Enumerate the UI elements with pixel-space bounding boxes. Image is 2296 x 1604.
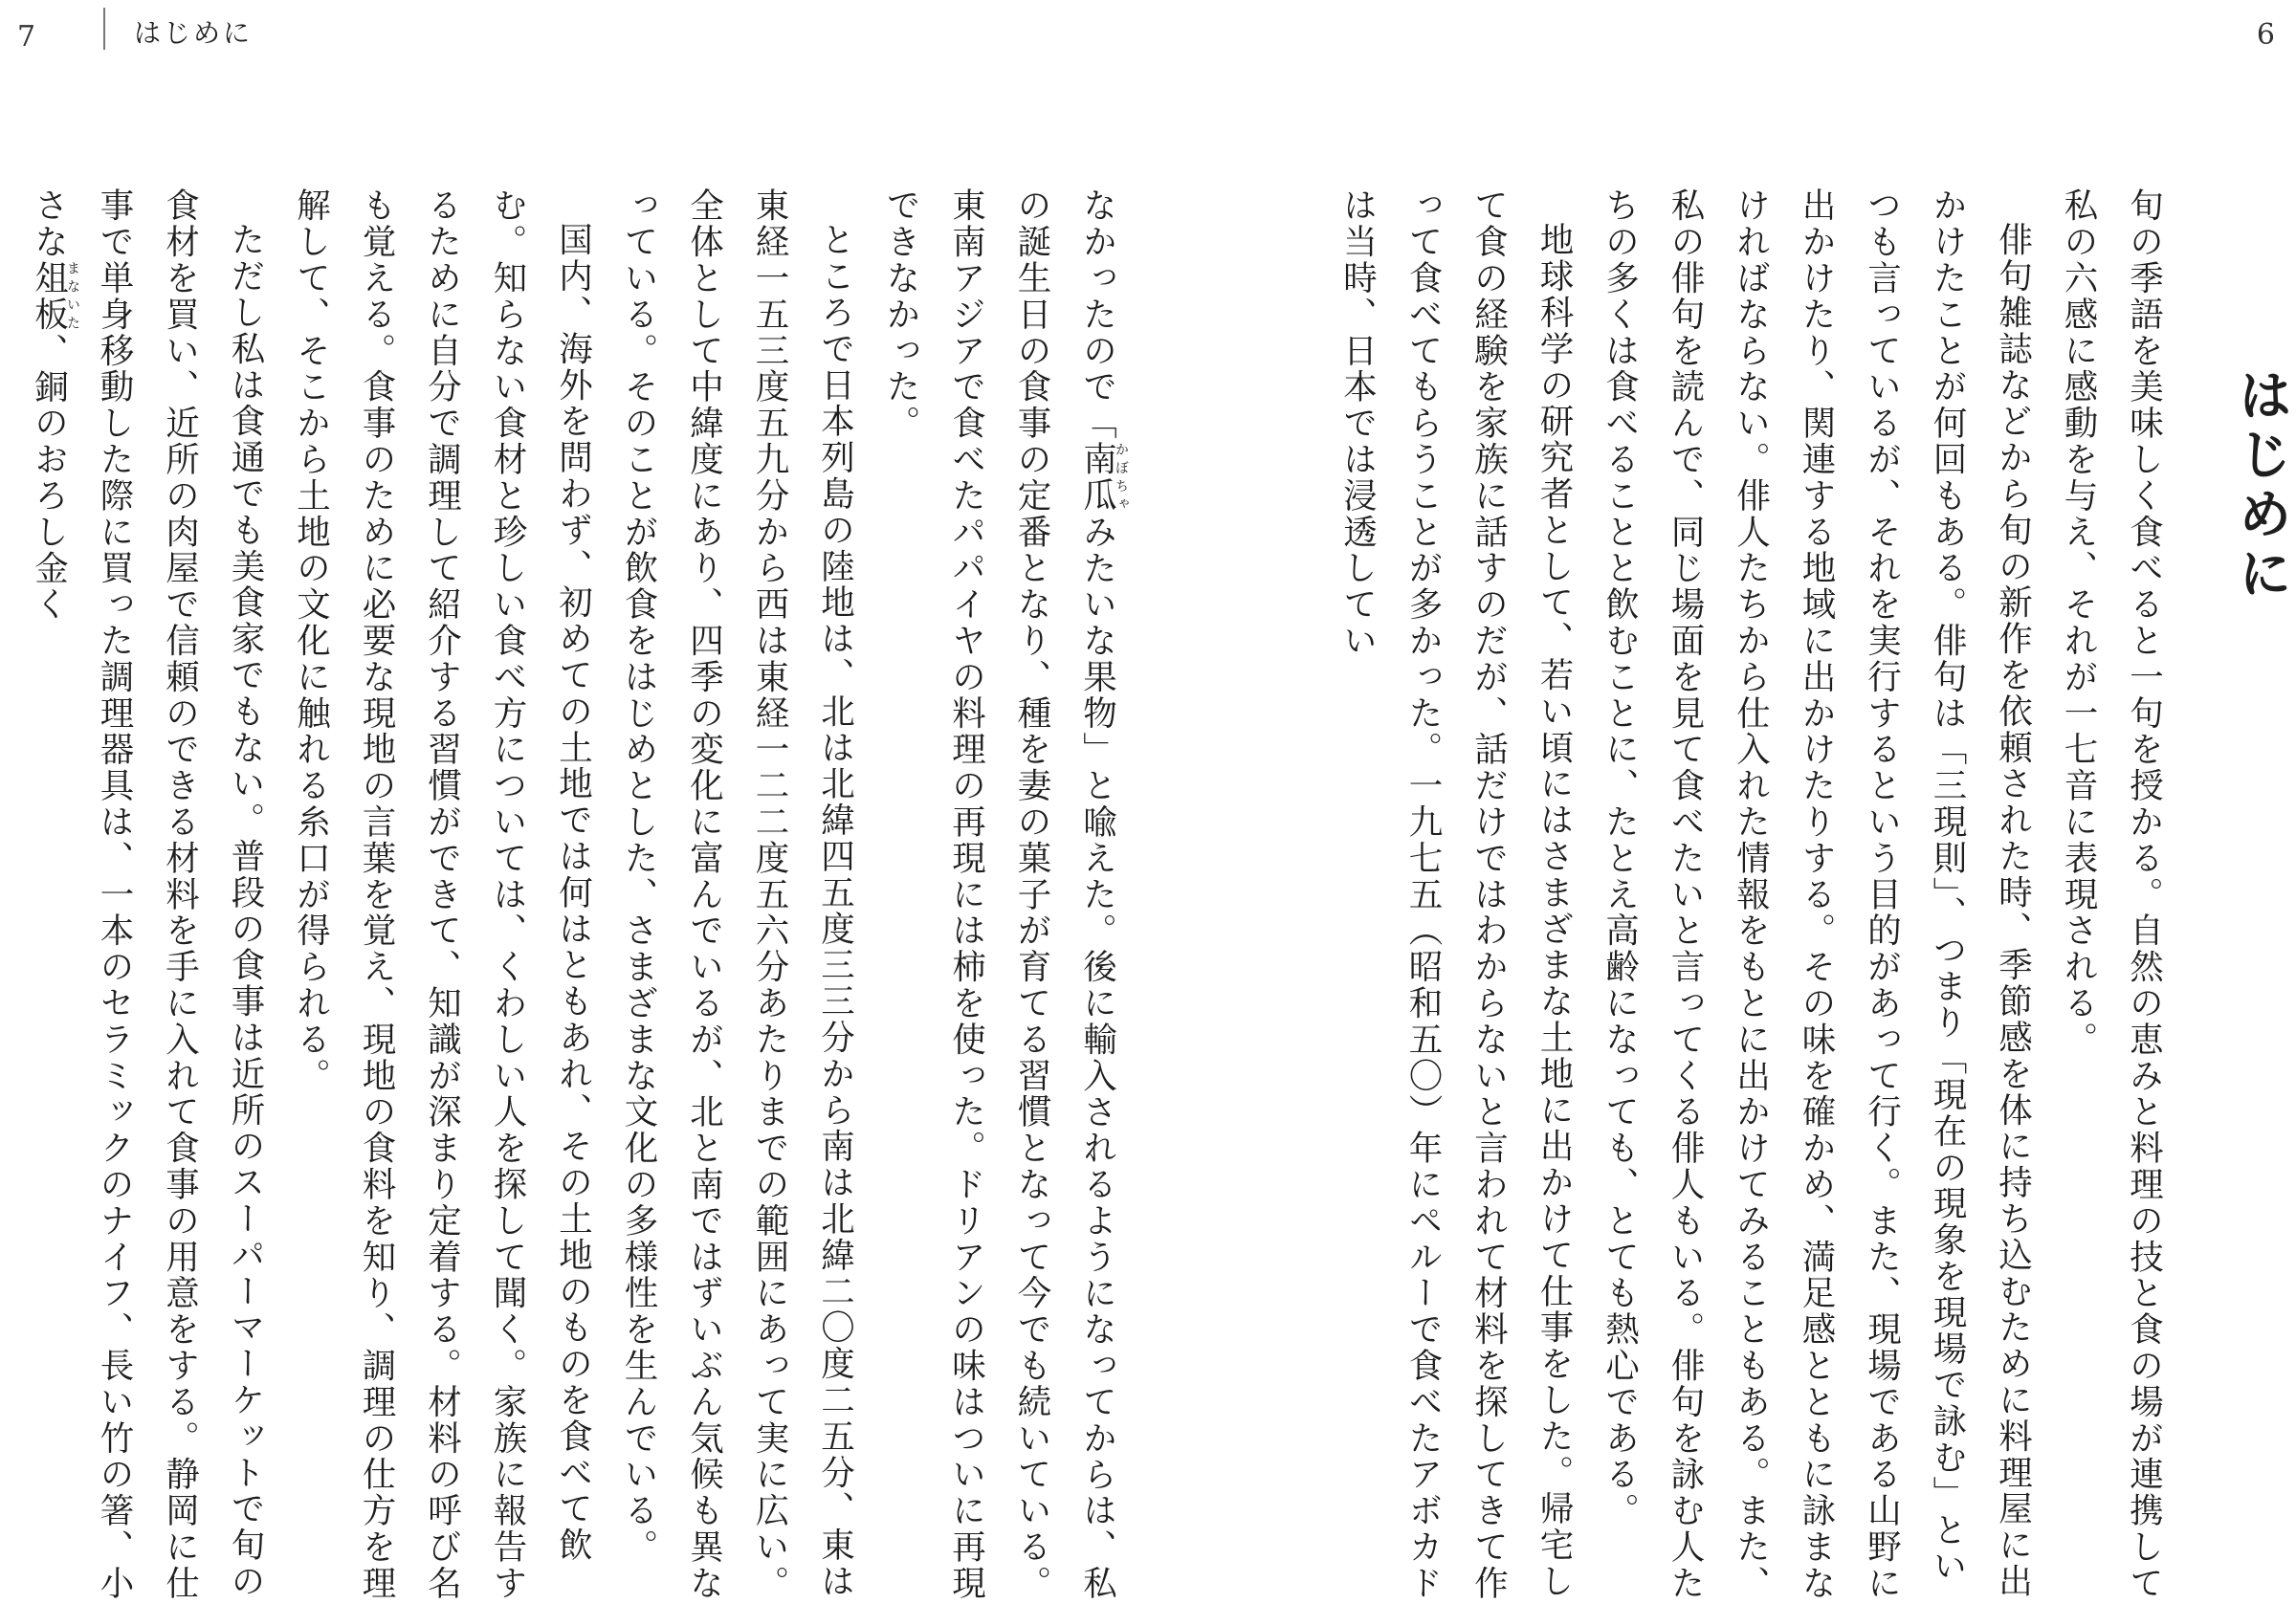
paragraph: 国内、海外を問わず、初めての土地では何はともあれ、その土地のものを食べて飲む。知らない食材と珍しい食べ方については、くわしい人を探して聞く。家族に報告するために自分で調理して紹介する習慣ができて、知識が深まり定着する。材料の呼び名も覚える。食事のために必要な現地の言葉を覚え、現地の食料を知り、調理の仕方を理解して、そこから土地の文化に触れる糸口が得られる。 [291, 187, 593, 1602]
paragraph: なかったので「南瓜かぼちゃみたいな果物」と喩えた。後に輸入されるようになってからは、私の誕生日の食事の定番となり、種を妻の菓子が育てる習慣となって今でも続いている。東南アジアで食べたパパイヤの料理の再現には柿を使った。ドリアンの味はついに再現できなかった。 [881, 187, 1129, 1602]
running-head: はじめに [134, 17, 254, 49]
paragraph: ただし私は食通でも美食家でもない。普段の食事は近所のスーパーマーケットで旬の食材を買い、近所の肉屋で信頼のできる材料を手に入れて食事の用意をする。静岡に仕事で単身移動した際に買った調理器具は、一本のセラミックのナイフ、長い竹の箸、小さな俎板まないた、銅のおろし金く [29, 187, 265, 1602]
paragraph: 地球科学の研究者として、若い頃にはさまざまな土地に出かけて仕事をした。帰宅して食の経験を家族に話すのだが、話だけではわからないと言われて材料を探してきて作って食べてもらうことが多かった。一九七五（昭和五〇）年にペルーで食べたアボカドは当時、日本では浸透してい [1337, 187, 1574, 1602]
header-divider [103, 8, 105, 50]
page-number-right: 6 [2256, 18, 2275, 52]
ruby-reading: かぼちゃ [1114, 441, 1129, 515]
paragraph: 俳句雑誌などから旬の新作を依頼された時、季節感を体に持ち込むために料理屋に出かけたことが何回もある。俳句は「三現則」、つまり「現在の現象を現場で詠む」といつも言っているが、それを実行するという目的があって行く。また、現場である山野に出かけたり、関連する地域に出かけたりする。その味を確かめ、満足感とともに詠まなければならない。俳人たちから仕入れた情報をもとに出かけてみることもある。また、私の俳句を読んで、同じ場面を見て食べたいと言ってくる俳人もいる。俳句を詠む人たちの多くは食べることと飲むことに、たとえ高齢になっても、とても熱心である。 [1600, 187, 2033, 1602]
left-page-body [15, 187, 1130, 1603]
ruby-annotation: 南瓜かぼちゃ [1077, 441, 1129, 515]
paragraph: 旬の季語を美味しく食べると一句を授かる。自然の恵みと料理の技と食の場が連携して私の六感に感動を与え、それが一七音に表現される。 [2059, 187, 2164, 1602]
right-page-body [1324, 187, 2176, 1603]
ruby-reading: まないた [65, 259, 80, 333]
chapter-title: はじめに [2230, 367, 2293, 604]
ruby-annotation: 俎板まないた [29, 259, 80, 333]
page-number-left: 7 [17, 20, 36, 54]
paragraph: ところで日本列島の陸地は、北は北緯四五度三三分から南は北緯二〇度二五分、東は東経一五三度五九分から西は東経一二二度五六分あたりまでの範囲にあって実に広い。全体として中緯度にあり、四季の変化に富んでいるが、北と南ではずいぶん気候も異なっている。そのことが飲食をはじめとした、さまざまな文化の多様性を生んでいる。 [619, 187, 855, 1602]
